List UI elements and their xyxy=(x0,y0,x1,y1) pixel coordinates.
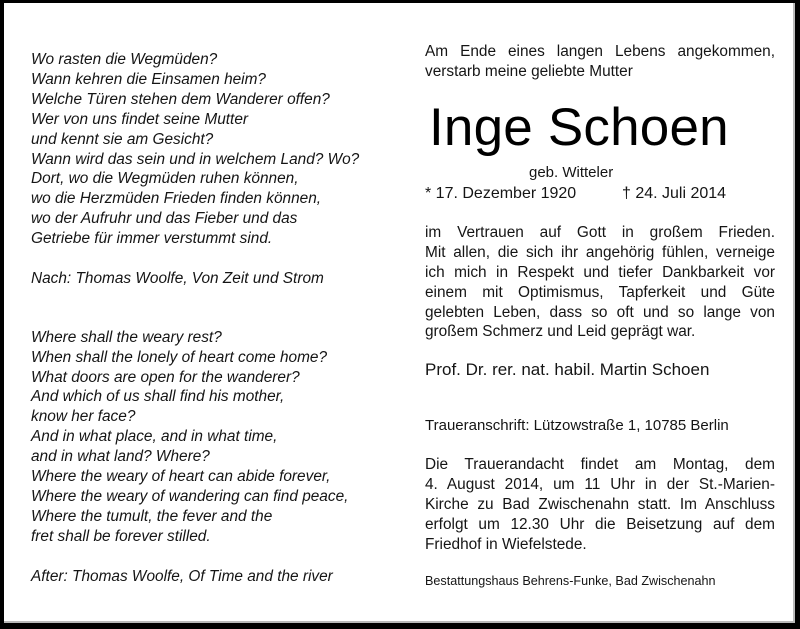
service-line: Friedhof in Wiefelstede. xyxy=(425,535,587,553)
body-line: einem mit Optimismus, Tapferkeit und Güte xyxy=(425,283,775,301)
service-details xyxy=(425,455,775,554)
poem-line: What doors are open for the wanderer? xyxy=(31,368,300,386)
body-line: gelebten Leben, dass so oft und so lange von xyxy=(425,303,775,321)
poem-line: Where the tumult, the fever and the xyxy=(31,507,273,525)
death-date: † 24. Juli 2014 xyxy=(622,185,727,202)
deceased-name: Inge Schoen xyxy=(429,98,729,157)
poem-line: wo die Herzmüden Frieden finden können, xyxy=(31,190,322,208)
intro-text xyxy=(425,42,775,82)
body-line: ich mich in Respekt und tiefer Dankbarkeit vor xyxy=(425,263,775,281)
poem-english xyxy=(31,328,391,587)
intro-line: Am Ende eines langen Lebens angekommen, xyxy=(425,43,775,60)
poem-line: Dort, wo die Wegmüden ruhen können, xyxy=(31,170,299,188)
poem-column xyxy=(31,50,391,587)
body-line: im Vertrauen auf Gott in großem Frieden. xyxy=(425,224,775,241)
service-line: Kirche zu Bad Zwischenahn statt. Im Anschluss xyxy=(425,495,775,513)
poem-attribution-german: Nach: Thomas Woolfe, Von Zeit und Strom xyxy=(31,269,324,287)
body-line: großem Schmerz und Leid geprägt war. xyxy=(425,323,696,341)
maiden-name: geb. Witteler xyxy=(529,164,614,181)
poem-line: und kennt sie am Gesicht? xyxy=(31,130,214,148)
funeral-home: Bestattungshaus Behrens-Funke, Bad Zwischenahn xyxy=(425,574,716,588)
poem-line: Where the weary of heart can abide forever, xyxy=(31,468,331,486)
poem-line: Wo rasten die Wegmüden? xyxy=(31,51,218,68)
poem-line: Getriebe für immer verstummt sind. xyxy=(31,230,273,248)
poem-line: Wann kehren die Einsamen heim? xyxy=(31,70,266,88)
service-line: Die Trauerandacht findet am Montag, dem xyxy=(425,456,775,473)
poem-attribution-english: After: Thomas Woolfe, Of Time and the river xyxy=(31,567,333,585)
mourning-address: Traueranschrift: Lützowstraße 1, 10785 Berlin xyxy=(425,417,729,434)
poem-line: Wann wird das sein und in welchem Land? Wo? xyxy=(31,150,360,168)
poem-line: fret shall be forever stilled. xyxy=(31,527,211,545)
intro-line: verstarb meine geliebte Mutter xyxy=(425,62,633,80)
poem-line: When shall the lonely of heart come home? xyxy=(31,348,328,366)
poem-line: Wer von uns findet seine Mutter xyxy=(31,110,249,128)
poem-line: Welche Türen stehen dem Wanderer offen? xyxy=(31,90,330,108)
birth-date: * 17. Dezember 1920 xyxy=(425,185,577,202)
body-line: Mit allen, die sich ihr angehörig fühlen, verneige xyxy=(425,243,775,261)
poem-line: wo der Aufruhr und das Fieber und das xyxy=(31,210,298,228)
signer-name: Prof. Dr. rer. nat. habil. Martin Schoen xyxy=(425,360,710,379)
poem-german xyxy=(31,50,391,289)
poem-line: Where shall the weary rest? xyxy=(31,328,222,346)
service-line: 4. August 2014, um 11 Uhr in der St.-Marien- xyxy=(425,475,775,493)
poem-line: know her face? xyxy=(31,408,136,426)
poem-line: and in what land? Where? xyxy=(31,448,210,466)
poem-line: And in what place, and in what time, xyxy=(31,428,278,446)
obituary-notice xyxy=(4,3,795,623)
poem-line: And which of us shall find his mother, xyxy=(31,388,285,406)
notice-body xyxy=(425,223,775,342)
poem-line: Where the weary of wandering can find peace, xyxy=(31,488,349,505)
service-line: erfolgt um 12.30 Uhr die Beisetzung auf dem xyxy=(425,515,775,533)
